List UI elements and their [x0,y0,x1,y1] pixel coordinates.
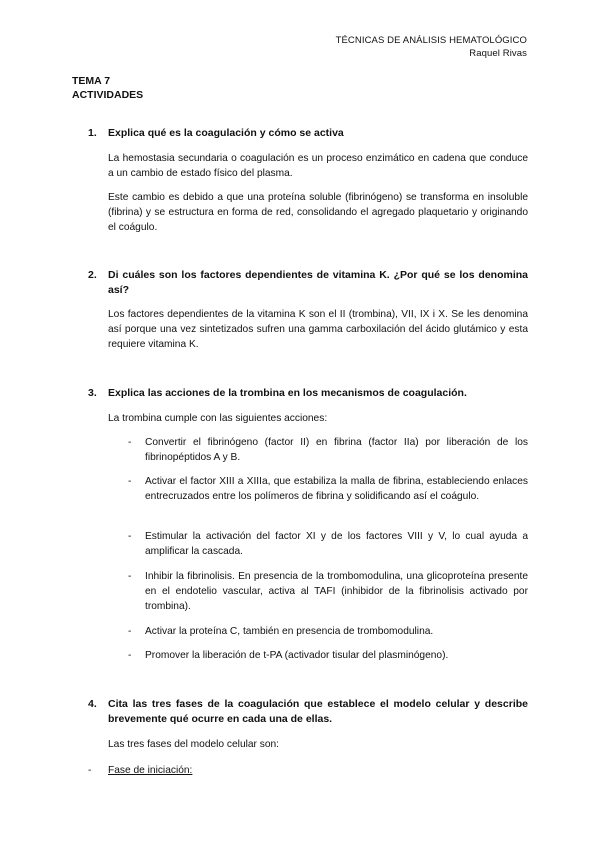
list-item [108,435,528,465]
question-text: Di cuáles son los factores dependientes de vitamina K. ¿Por qué se los denomina así? [108,269,528,296]
list-item [108,474,528,504]
list-item [108,569,528,614]
answer-1-paragraph-1: La hemostasia secundaria o coagulación es un proceso enzimático en cadena que conduce a un cambio de estado físico del plasma. [108,153,528,179]
question-number: 2. [88,269,97,281]
bullet-dash: - [128,476,132,487]
question-number: 4. [88,698,97,710]
question-3-heading [88,386,528,401]
bullet-dash: - [128,650,132,661]
bullet-dash: - [128,437,132,448]
bullet-dash: - [128,571,132,582]
question-text: Explica qué es la coagulación y cómo se activa [108,127,344,139]
tema-subtitle: ACTIVIDADES [72,89,144,101]
list-item [108,529,528,559]
question-2-heading [88,268,528,298]
course-title: TÉCNICAS DE ANÁLISIS HEMATOLÓGICO [335,35,527,46]
list-item-text: Inhibir la fibrinolisis. En presencia de la trombomodulina, una glicoproteína presente en el endotelio vascular, activa al TAFI (inhibidor de la fibrinolisis activado por trombina). [145,571,528,612]
answer-1-paragraph-2: Este cambio es debido a que una proteína soluble (fibrinógeno) se transforma en insoluble (fibrina) y se estructura en forma de red, consolidando el agregado plaquetario y originando el coágulo. [108,192,528,233]
bullet-dash: - [88,765,92,776]
question-text: Explica las acciones de la trombina en los mecanismos de coagulación. [108,387,467,399]
page-header [336,34,527,60]
bullet-dash: - [128,531,132,542]
question-number: 1. [88,127,97,139]
list-item-text: Estimular la activación del factor XI y de los factores VIII y V, lo cual ayuda a amplificar la cascada. [145,531,528,557]
bullet-dash: - [128,626,132,637]
list-item-text: Activar el factor XIII a XIIIa, que estabiliza la malla de fibrina, estableciendo enlaces entrecruzados entre los polímeros de fibrina y solidificando así el coágulo. [145,476,528,502]
answer-3-intro: La trombina cumple con las siguientes acciones: [108,413,328,424]
tema-title: TEMA 7 [72,75,111,87]
list-item [108,624,528,639]
question-4-heading [88,697,528,727]
list-item-text: Promover la liberación de t-PA (activador tisular del plasminógeno). [145,650,449,661]
answer-2-paragraph: Los factores dependientes de la vitamina K son el II (trombina), VII, IX i X. Se les denomina así porque una vez sintetizados sufren una gamma carboxilación del ácido glutámico y esta requiere vitamina K. [108,309,528,350]
list-item-text: Convertir el fibrinógeno (factor II) en fibrina (factor IIa) por liberación de los fibrinopéptidos A y B. [145,437,528,463]
tema-heading [72,74,143,102]
author-name: Raquel Rivas [469,48,527,59]
answer-4-intro: Las tres fases del modelo celular son: [108,739,280,750]
list-item [108,648,528,663]
list-item-text: Activar la proteína C, también en presencia de trombomodulina. [145,626,434,637]
question-number: 3. [88,387,97,399]
question-text: Cita las tres fases de la coagulación que establece el modelo celular y describe brevemente qué ocurre en cada una de ellas. [108,698,528,725]
question-1-heading [88,126,528,141]
phase-title: Fase de iniciación: [108,765,193,776]
